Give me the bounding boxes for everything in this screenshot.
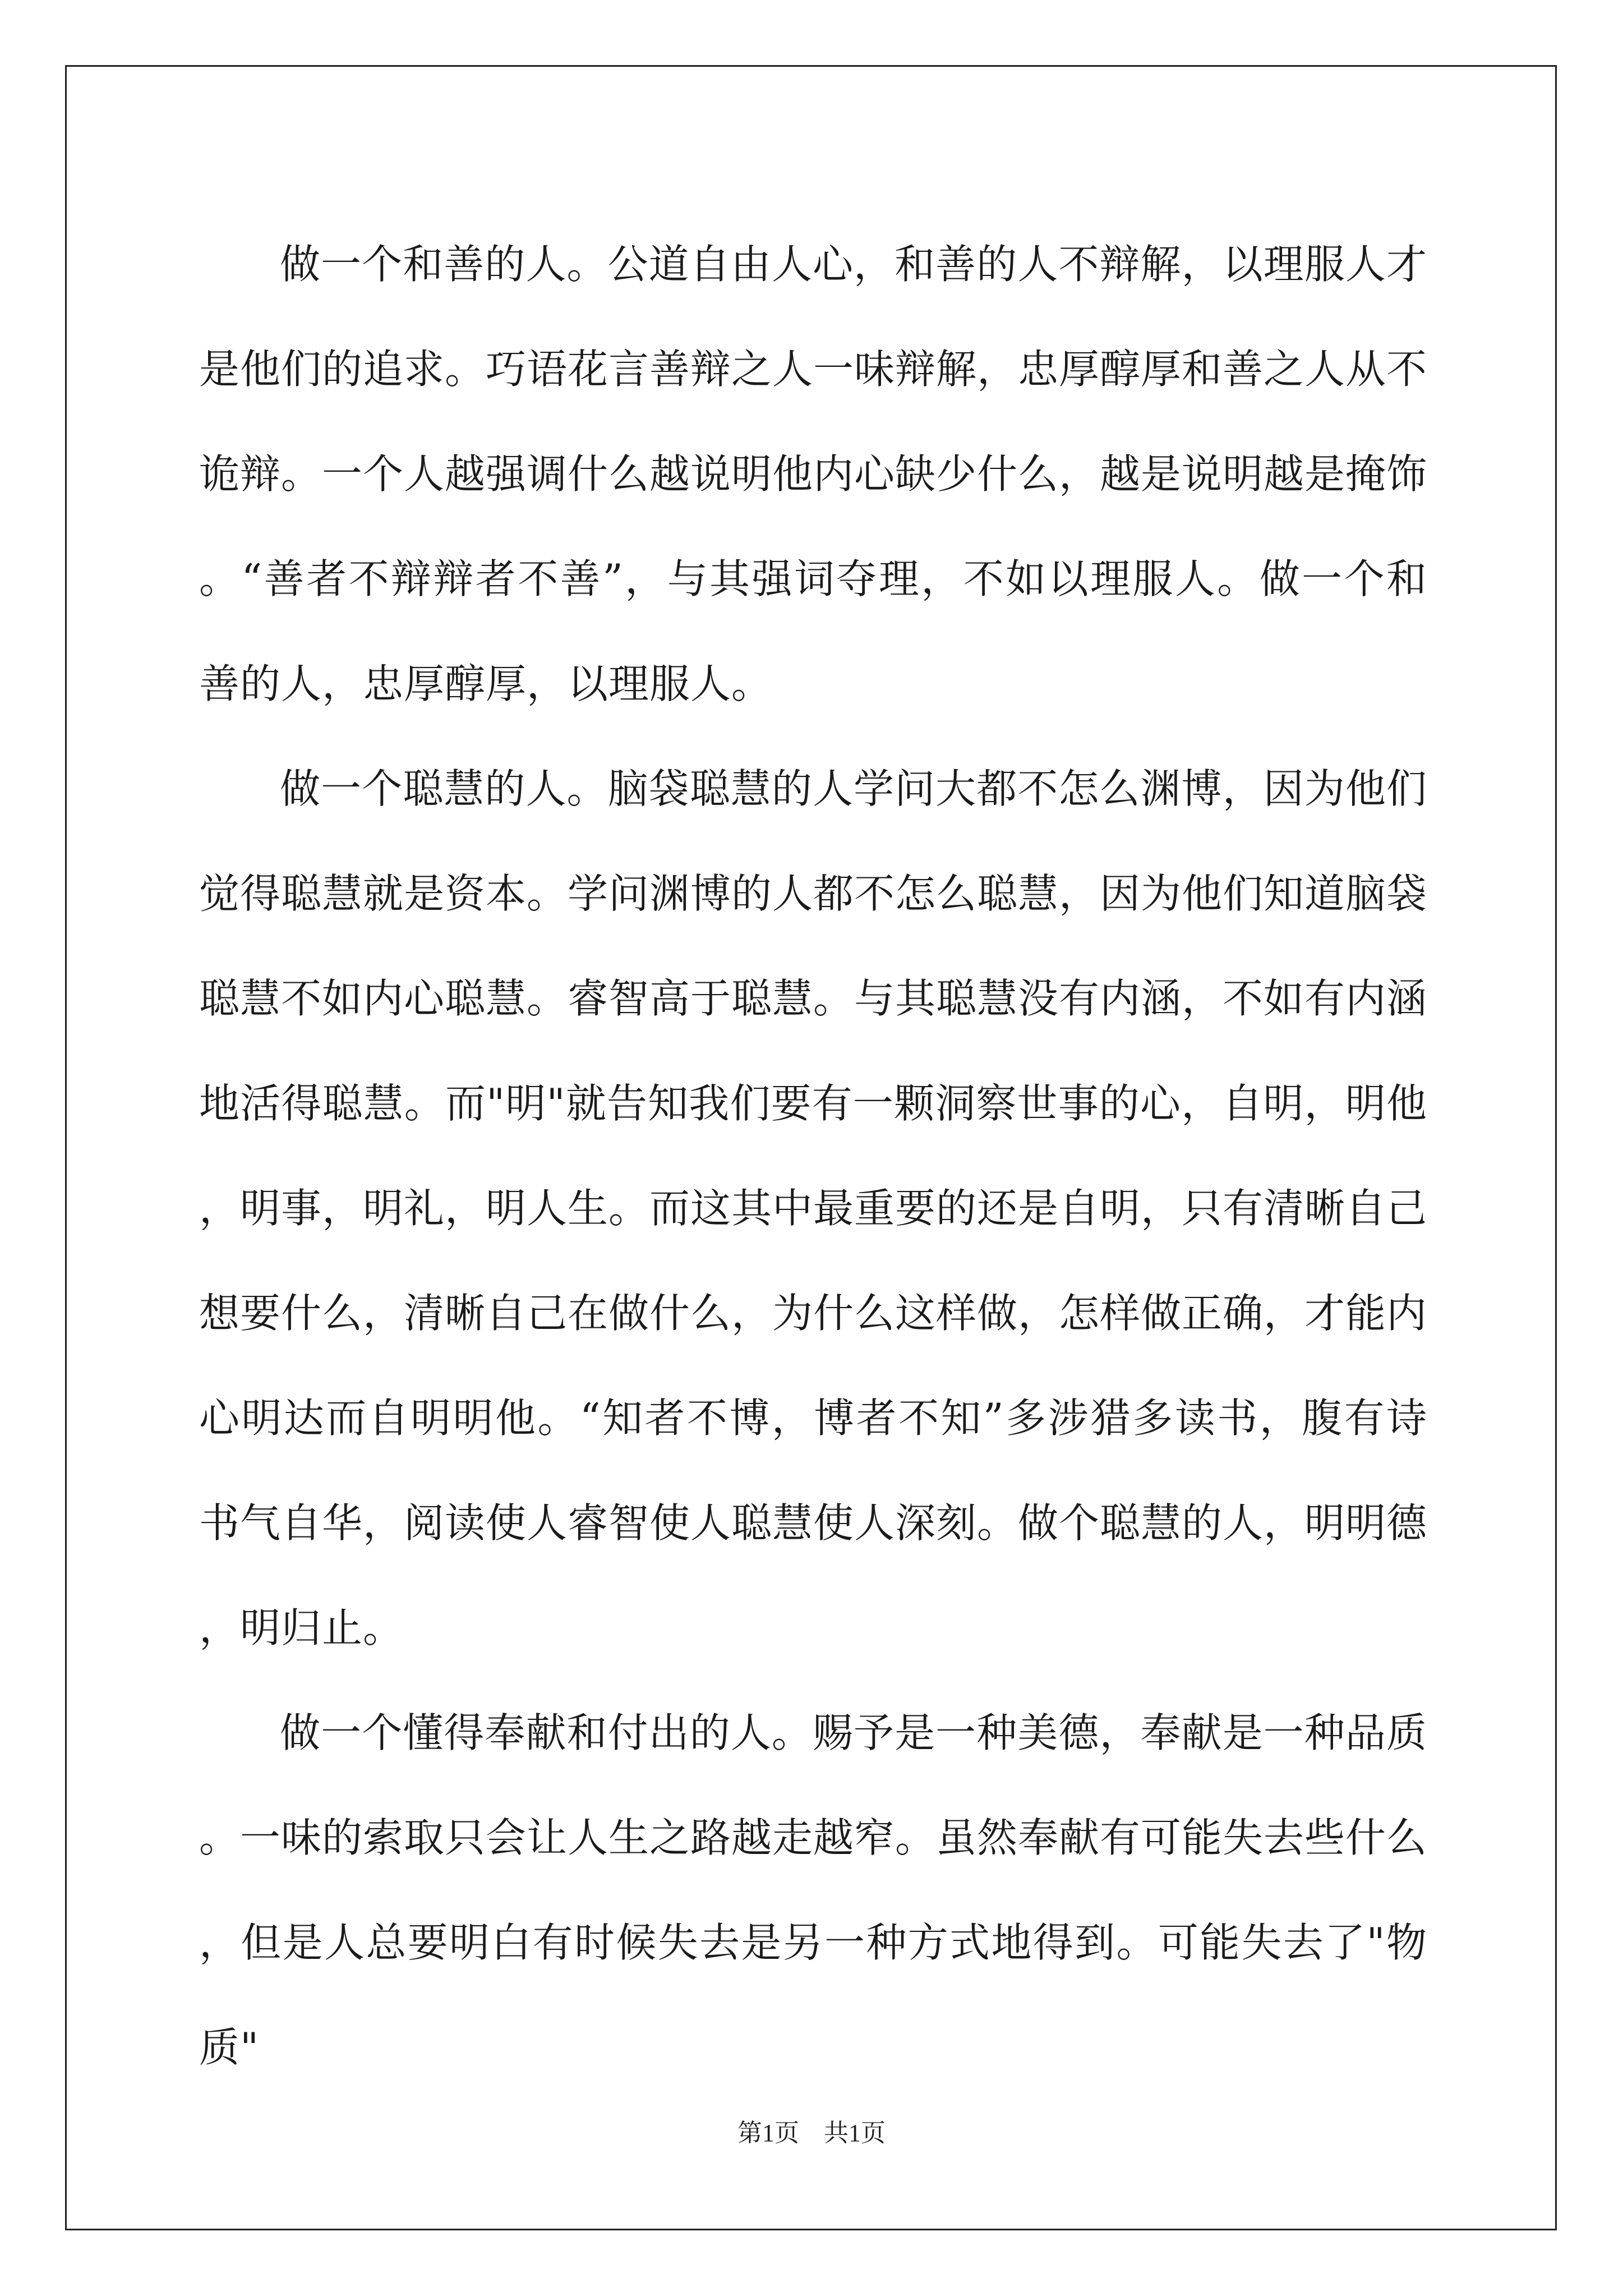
document-body [199,212,1427,2100]
paragraph-kindness: 做一个和善的人。公道自由人心，和善的人不辩解，以理服人才是他们的追求。巧语花言善辩之人一味辩解，忠厚醇厚和善之人从不诡辩。一个人越强调什么越说明他内心缺少什么，越是说明越是掩饰。“善者不辩辩者不善”，与其强词夺理，不如以理服人。做一个和善的人，忠厚醇厚，以理服人。 [199,241,1428,707]
paragraph-wisdom: 做一个聪慧的人。脑袋聪慧的人学问大都不怎么渊博，因为他们觉得聪慧就是资本。学问渊博的人都不怎么聪慧，因为他们知道脑袋聪慧不如内心聪慧。睿智高于聪慧。与其聪慧没有内涵，不如有内涵地活得聪慧。而"明"就告知我们要有一颗洞察世事的心，自明，明他，明事，明礼，明人生。而这其中最重要的还是自明，只有清晰自己想要什么，清晰自己在做什么，为什么这样做，怎样做正确，才能内心明达而自明明他。“知者不博，博者不知”多涉猎多读书，腹有诗书气自华，阅读使人睿智使人聪慧使人深刻。做个聪慧的人，明明德，明归止。 [199,765,1428,1651]
paragraph-dedication: 做一个懂得奉献和付出的人。赐予是一种美德，奉献是一种品质。一味的索取只会让人生之路越走越窄。虽然奉献有可能失去些什么，但是人总要明白有时候失去是另一种方式地得到。可能失去了"物质" [199,1709,1428,2071]
page-number-footer: 第1页 共1页 [737,2119,886,2147]
